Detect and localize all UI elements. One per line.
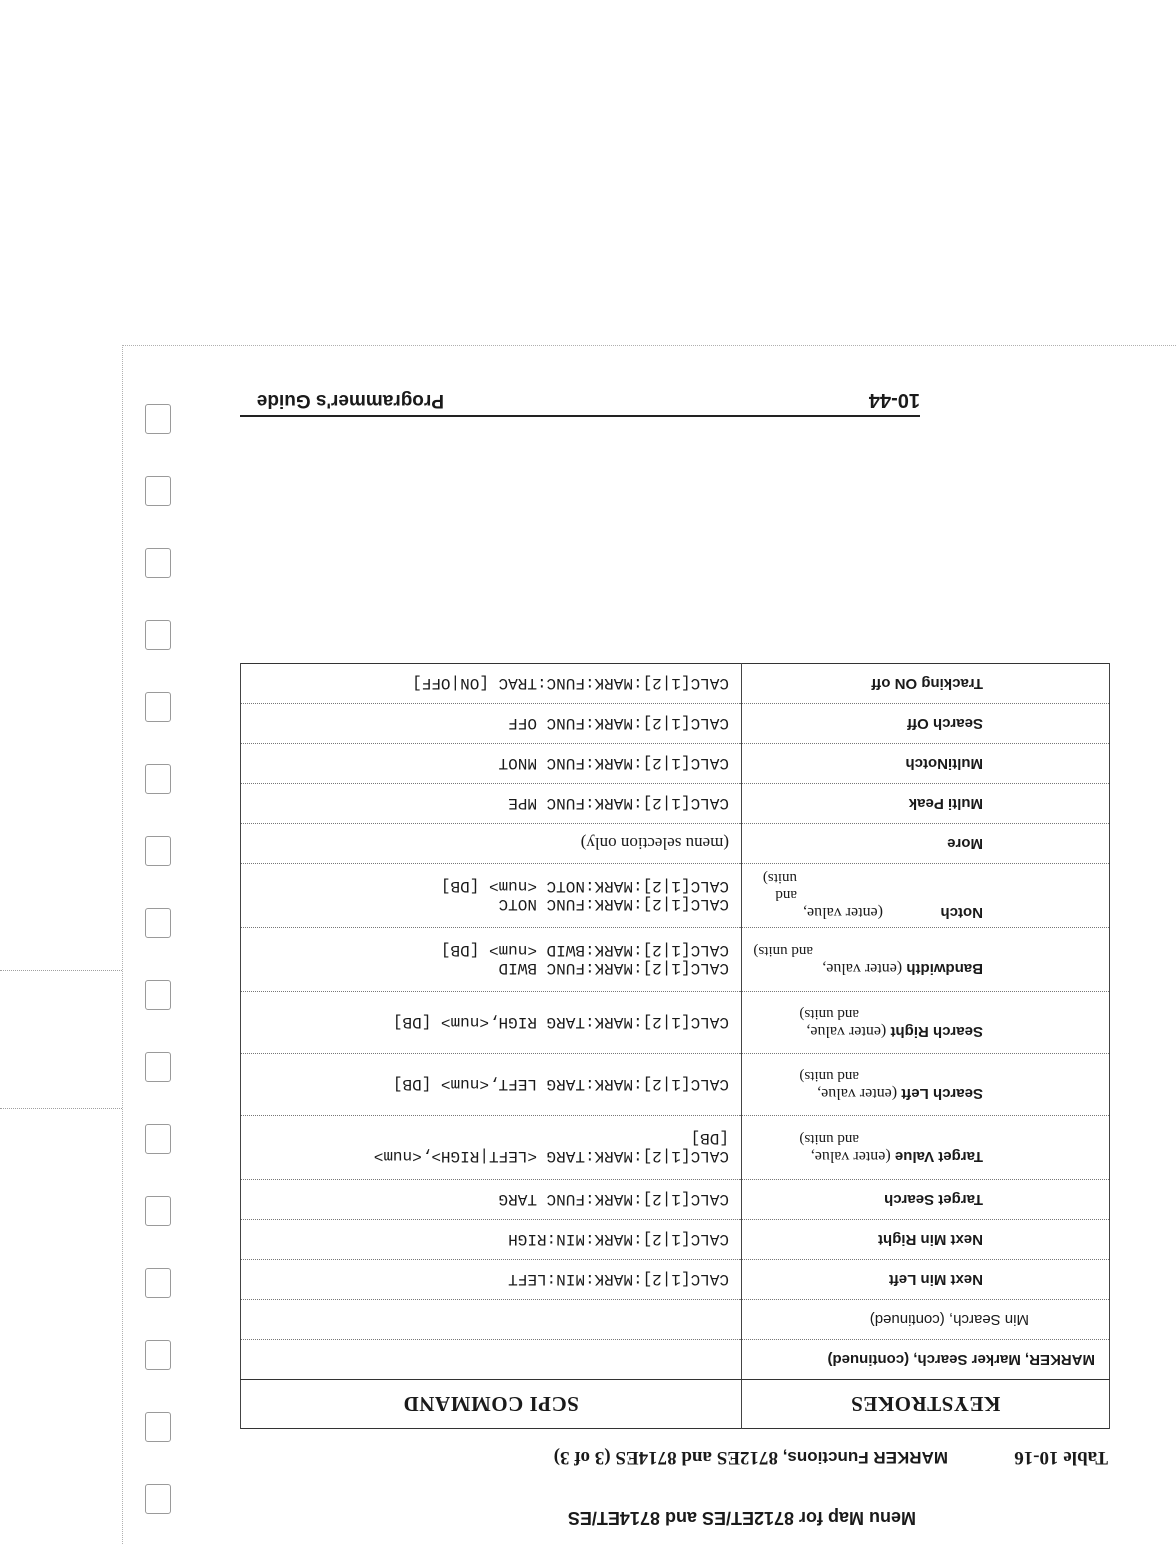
guide-title: Programmer's Guide xyxy=(256,390,444,411)
scpi-command: CALC[1|2]:MARK:FUNC MNOT xyxy=(241,744,742,784)
scpi-command: CALC[1|2]:MARK:TARG RIGH,<num> [DB] xyxy=(241,992,742,1054)
keystroke-param-units: and units) xyxy=(762,870,797,904)
scpi-command: CALC[1|2]:MARK:FUNC MPE xyxy=(241,784,742,824)
footer-rule xyxy=(240,415,920,417)
scpi-command-cont: CALC[1|2]:MARK:BWID <num> [DB] xyxy=(440,941,729,960)
section-row xyxy=(241,1340,1110,1380)
keystroke-label: Target Search xyxy=(884,1191,983,1208)
section-marker-search: MARKER, Marker Search, (continued) xyxy=(742,1340,1110,1380)
keystroke-param-units: and units) xyxy=(799,1006,859,1022)
keystroke-label: Search Off xyxy=(907,715,983,732)
scpi-command: CALC[1|2]:MARK:FUNC TARG xyxy=(241,1180,742,1220)
section-row xyxy=(241,1300,1110,1340)
scpi-command-cont: CALC[1|2]:MARK:NOTC <num> [DB] xyxy=(440,877,729,896)
scpi-command: CALC[1|2]:MARK:FUNC OFF xyxy=(241,704,742,744)
table-row xyxy=(241,1180,1110,1220)
keystroke-label: Multi Peak xyxy=(908,795,983,812)
keystroke-label: MultiNotch xyxy=(905,755,983,772)
keystroke-label: Next Min Right xyxy=(878,1231,983,1248)
table-row xyxy=(241,664,1110,704)
keystroke-label: Search Left xyxy=(901,1085,983,1102)
table-row xyxy=(241,1260,1110,1300)
table-number: Table 10-16 xyxy=(1014,1447,1108,1468)
scpi-command: CALC[1|2]:MARK:FUNC BWID xyxy=(498,959,729,978)
keystroke-param: (enter value, xyxy=(822,960,903,977)
keystroke-label: Next Min Left xyxy=(888,1271,983,1288)
page-number: 10-44 xyxy=(868,389,920,411)
keystroke-param: (enter value, xyxy=(806,1023,887,1040)
section-min-search: Min Search, (continued) xyxy=(742,1300,1110,1340)
keystroke-param-units: and units) xyxy=(799,1131,859,1147)
table-row xyxy=(241,704,1110,744)
scpi-command: CALC[1|2]:MARK:FUNC NOTC xyxy=(498,895,729,914)
table-title-prefix: MARKER Functions, xyxy=(778,1448,948,1467)
table-row xyxy=(241,864,1110,928)
table-row xyxy=(241,1220,1110,1260)
table-title-suffix: 8712ES and 8714ES (3 of 3) xyxy=(553,1447,778,1468)
scpi-command: (menu selection only) xyxy=(580,834,729,854)
table-title xyxy=(238,1446,1108,1468)
table-row xyxy=(241,1116,1110,1180)
table-row xyxy=(241,992,1110,1054)
keystroke-label: Target Value xyxy=(894,1148,983,1165)
scpi-reference-table xyxy=(240,663,1110,1429)
keystroke-param: (enter value, xyxy=(817,1085,898,1102)
scpi-command: CALC[1|2]:MARK:FUNC:TRAC [ON|OFF] xyxy=(241,664,742,704)
keystroke-param-units: and units) xyxy=(753,943,813,959)
keystroke-param: (enter value, xyxy=(810,1148,891,1165)
keystroke-label: Search Right xyxy=(890,1023,983,1040)
keystroke-param-units: and units) xyxy=(799,1068,859,1084)
menu-map-caption: Menu Map for 8712ET/ES and 8714ET/ES xyxy=(567,1508,916,1528)
scpi-command: CALC[1|2]:MARK:TARG <LEFT|RIGH>,<num> xyxy=(373,1147,729,1166)
keystrokes-header: KEYSTROKES xyxy=(742,1380,1110,1429)
table-row xyxy=(241,784,1110,824)
scpi-command: CALC[1|2]:MARK:MIN:RIGH xyxy=(241,1220,742,1260)
keystroke-label: Notch xyxy=(940,904,983,922)
scpi-command-cont: [DB] xyxy=(690,1129,729,1148)
scpi-command: CALC[1|2]:MARK:TARG LEFT,<num> [DB] xyxy=(241,1054,742,1116)
table-row xyxy=(241,1054,1110,1116)
table-header-row xyxy=(241,1380,1110,1429)
scpi-command: CALC[1|2]:MARK:MIN:LEFT xyxy=(241,1260,742,1300)
table-row xyxy=(241,824,1110,864)
table-row xyxy=(241,928,1110,992)
table-row xyxy=(241,744,1110,784)
keystroke-param: (enter value, xyxy=(803,904,883,922)
scpi-command-header: SCPI COMMAND xyxy=(241,1380,742,1429)
keystroke-label: More xyxy=(947,835,983,852)
keystroke-label: Bandwidth xyxy=(906,960,983,977)
keystroke-label: Tracking ON off xyxy=(871,675,983,692)
